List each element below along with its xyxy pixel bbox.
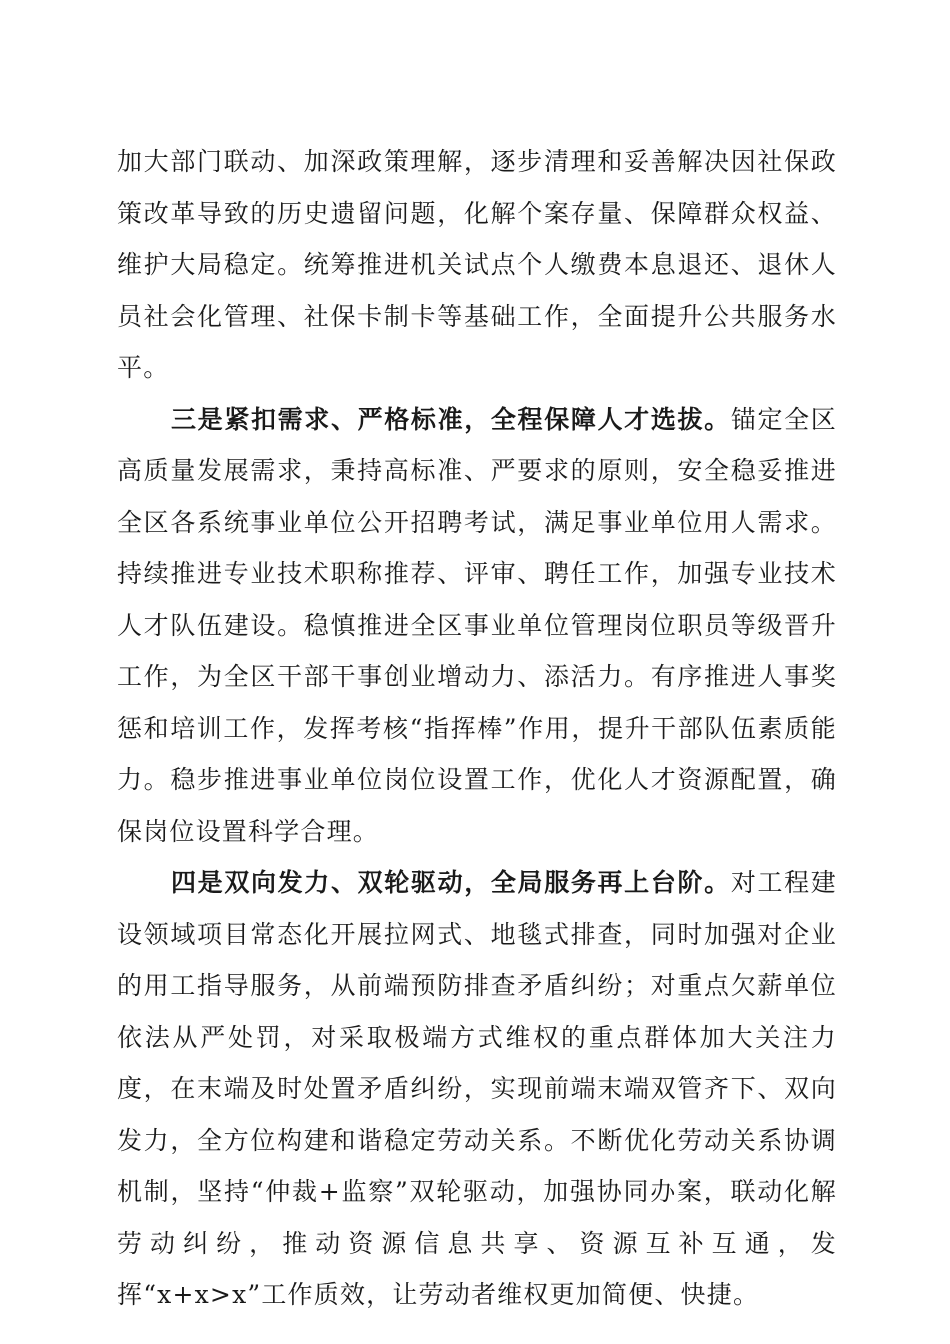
paragraph-text: 加大部门联动、加深政策理解，逐步清理和妥善解决因社保政策改革导致的历史遗留问题，化解个案存量、保障群众权益、维护大局稳定。统筹推进机关试点个人缴费本息退还、退休人员社会化管理、社保卡制卡等基础工作，全面提升公共服务水平。 [117,147,837,382]
paragraph-continuation [117,136,837,394]
document-body [117,136,837,1321]
paragraph-text: 对工程建设领域项目常态化开展拉网式、地毯式排查，同时加强对企业的用工指导服务，从前端预防排查矛盾纠纷；对重点欠薪单位依法从严处罚，对采取极端方式维权的重点群体加大关注力度，在末端及时处置矛盾纠纷，实现前端末端双管齐下、双向发力，全方位构建和谐稳定劳动关系。不断优化劳动关系协调机制，坚持“仲裁+监察”双轮驱动，加强协同办案，联动化解劳动纠纷，推动资源信息共享、资源互补互通，发挥“x+x>x”工作质效，让劳动者维权更加简便、快捷。 [117,868,838,1309]
paragraph-talent-selection [117,394,837,858]
paragraph-labor-relations [117,857,837,1321]
paragraph-heading: 三是紧扣需求、严格标准，全程保障人才选拔。 [171,404,731,434]
paragraph-heading: 四是双向发力、双轮驱动，全局服务再上台阶。 [171,868,731,897]
paragraph-text: 锚定全区高质量发展需求，秉持高标准、严要求的原则，安全稳妥推进全区各系统事业单位公开招聘考试，满足事业单位用人需求。持续推进专业技术职称推荐、评审、聘任工作，加强专业技术人才队伍建设。稳慎推进全区事业单位管理岗位职员等级晋升工作，为全区干部干事创业增动力、添活力。有序推进人事奖惩和培训工作，发挥考核“指挥棒”作用，提升干部队伍素质能力。稳步推进事业单位岗位设置工作，优化人才资源配置，确保岗位设置科学合理。 [117,404,838,846]
